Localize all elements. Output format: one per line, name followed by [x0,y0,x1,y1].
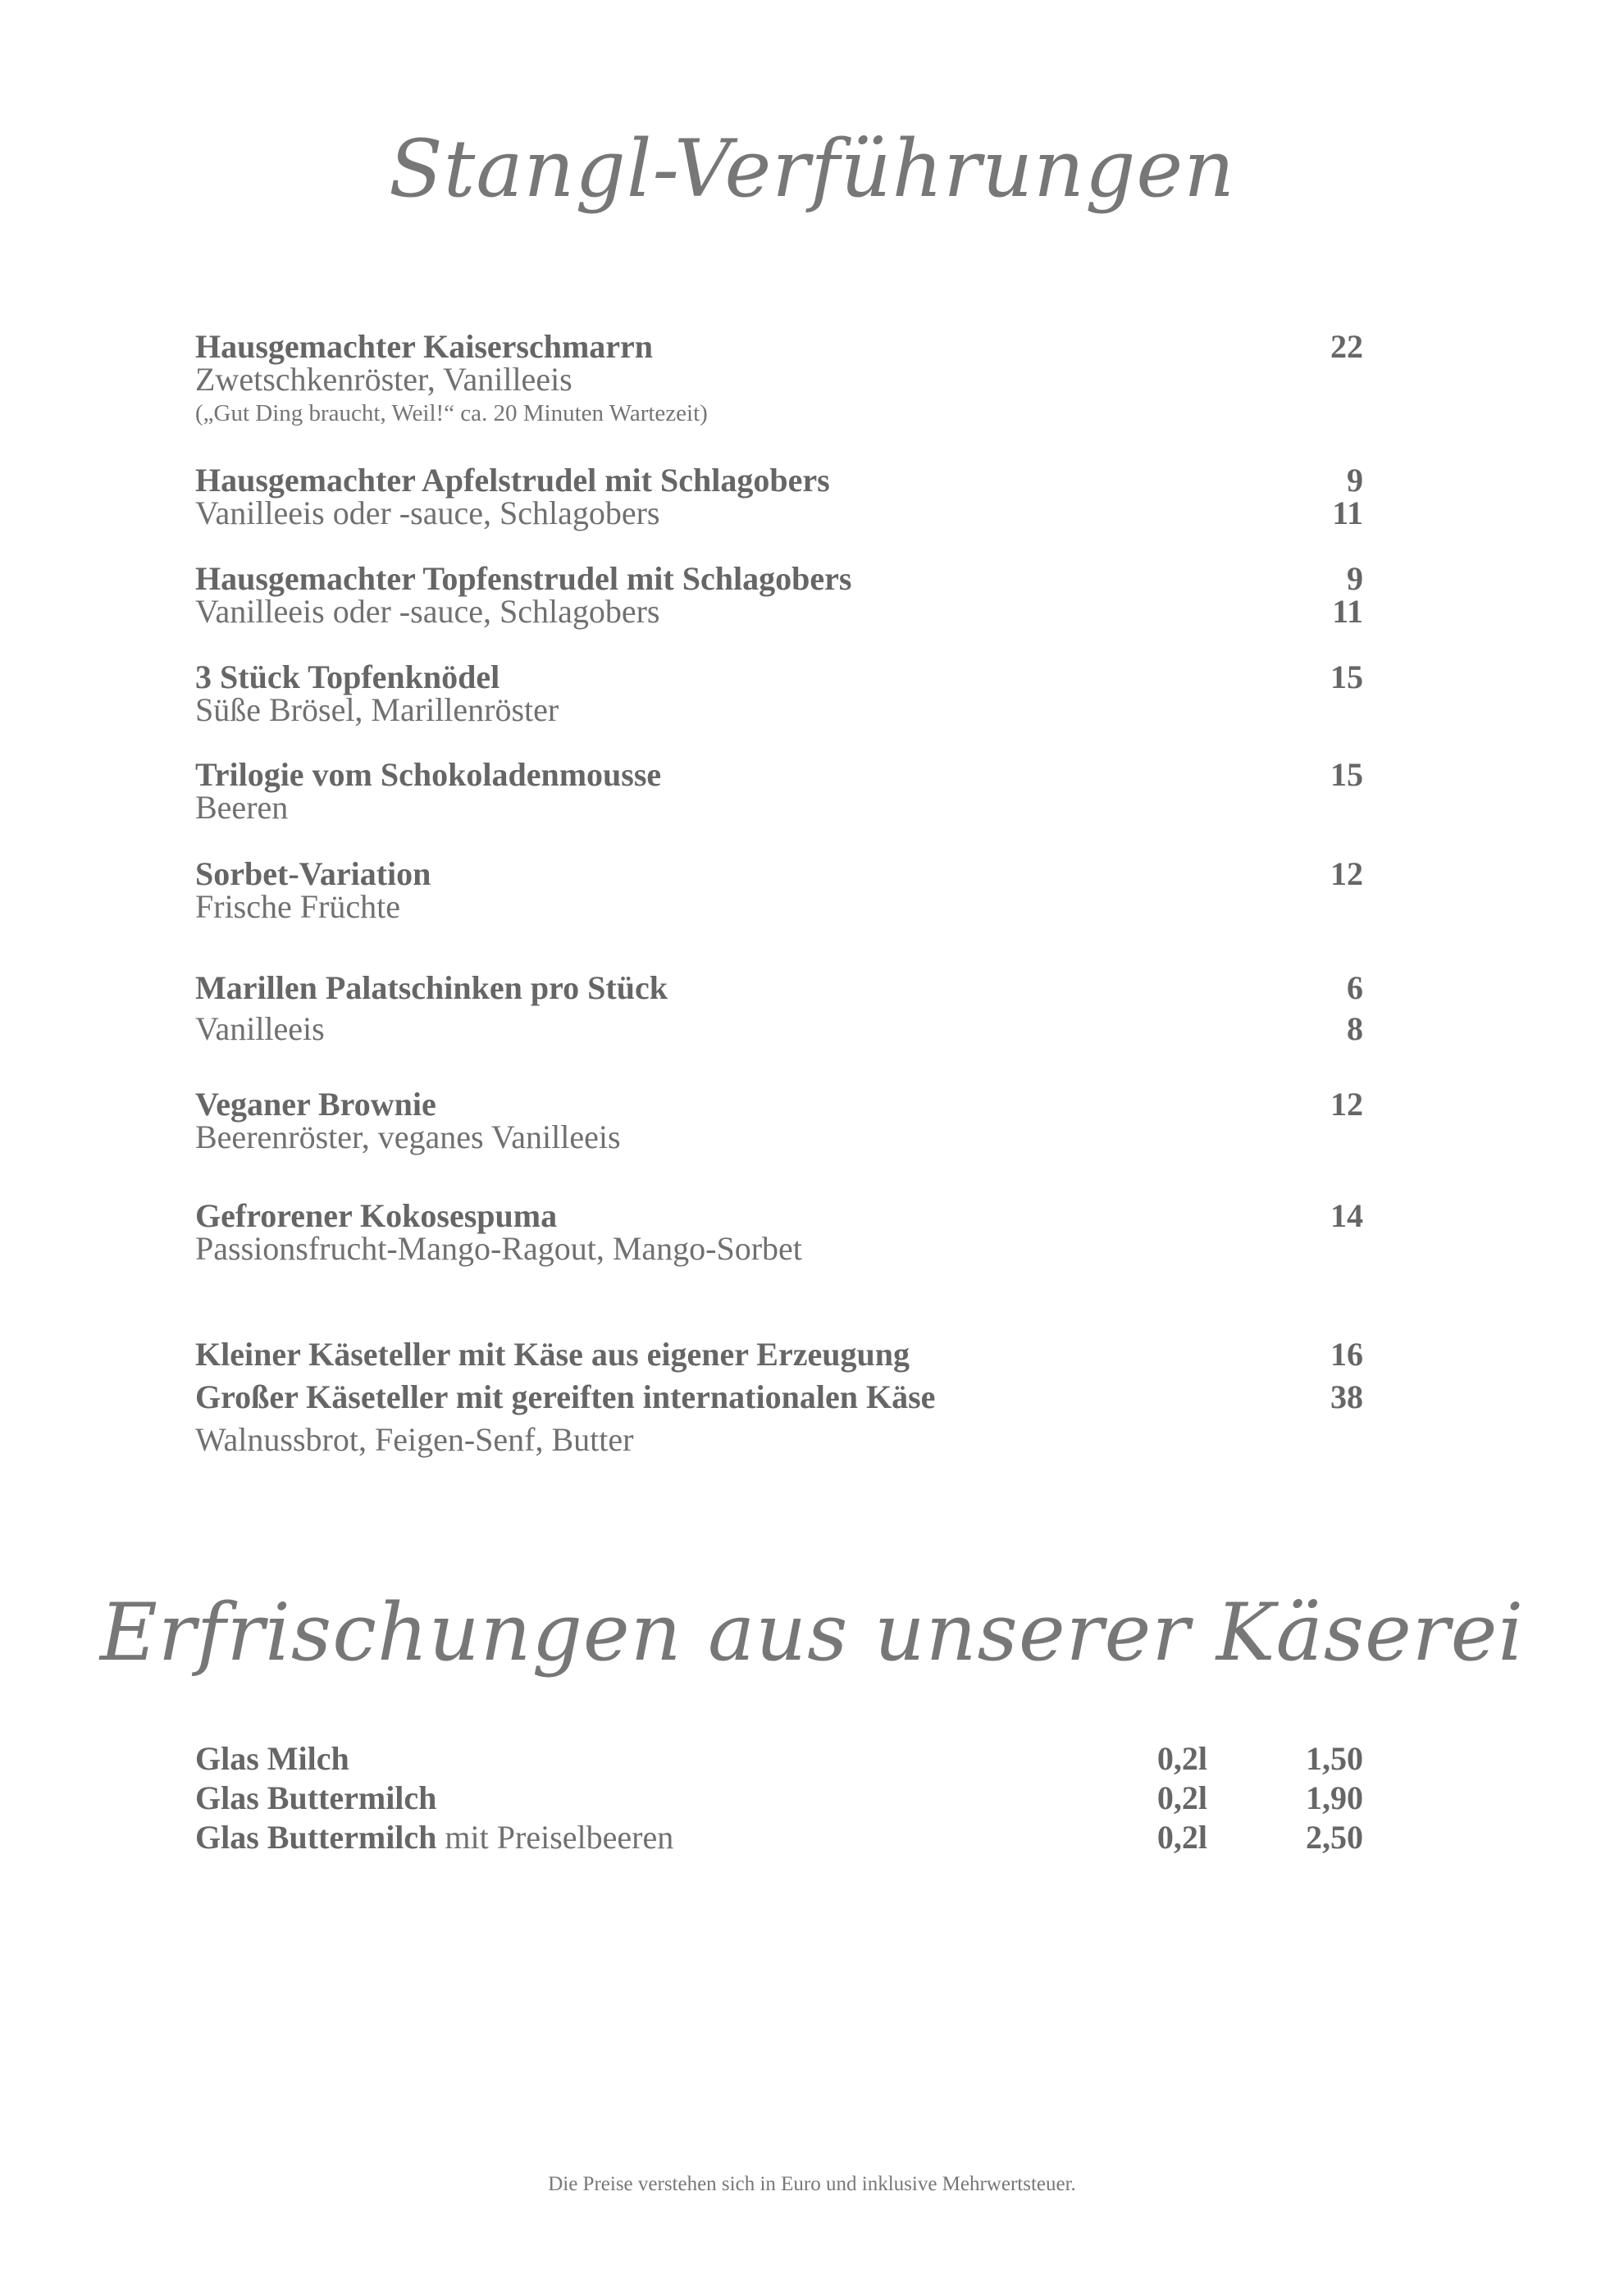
item-description: Süße Brösel, Marillenröster [195,691,559,728]
drink-item [195,1779,1363,1818]
item-note: („Gut Ding braucht, Weil!“ ca. 20 Minuten Wartezeit) [195,400,708,426]
item-description: Vanilleeis oder -sauce, Schlagobers [195,593,660,630]
item-price: 12 [1330,855,1363,892]
item-volume: 0,2l [1156,1740,1207,1777]
item-name: Glas Buttermilch [195,1819,437,1856]
item-option-price: 8 [1347,1010,1363,1047]
menu-item [195,464,1363,530]
menu-item [195,1338,1363,1371]
drinks-list [195,1739,1363,1857]
menu-item [195,1088,1363,1154]
item-name: Trilogie vom Schokoladenmousse [195,756,662,793]
menu-item [195,969,1363,1047]
item-price: 6 [1347,969,1363,1006]
footer-note: Die Preise verstehen sich in Euro und inklusive Mehrwertsteuer. [548,2173,1076,2195]
item-price: 12 [1330,1086,1363,1123]
item-name: Veganer Brownie [195,1086,436,1123]
item-description: Beeren [195,789,289,826]
item-description: Zwetschkenröster, Vanilleeis [195,361,573,398]
item-name: Gefrorener Kokosespuma [195,1197,558,1234]
drink-item [195,1739,1363,1779]
item-option-price: 11 [1332,593,1363,630]
section-title-dessert: Stangl-Verführungen [388,123,1236,215]
item-price: 2,50 [1306,1819,1363,1856]
item-name: 3 Stück Topfenknödel [195,658,500,695]
item-option-price: 11 [1332,494,1363,531]
item-price: 15 [1330,756,1363,793]
menu-item [195,855,1363,925]
item-volume: 0,2l [1156,1819,1207,1856]
item-description: Frische Früchte [195,888,400,925]
item-price: 38 [1330,1378,1363,1415]
menu-item [195,330,1363,427]
menu-item [195,658,1363,728]
item-description: Vanilleeis oder -sauce, Schlagobers [195,494,660,531]
item-name: Hausgemachter Kaiserschmarrn [195,328,654,365]
item-volume: 0,2l [1156,1779,1207,1816]
menu-item [195,1197,1363,1267]
item-name: Marillen Palatschinken pro Stück [195,969,668,1006]
item-description: Vanilleeis [195,1010,325,1047]
item-price: 9 [1347,560,1363,597]
item-price: 16 [1330,1336,1363,1373]
item-name: Glas Buttermilch [195,1779,437,1816]
item-name: Hausgemachter Apfelstrudel mit Schlagobers [195,462,830,499]
item-price: 15 [1330,658,1363,695]
section-title-refreshments: Erfrischungen aus unserer Käserei [99,1587,1525,1679]
item-price: 9 [1347,462,1363,499]
menu-item [195,1378,1363,1415]
drink-item [195,1818,1363,1857]
item-price: 1,50 [1306,1740,1363,1777]
cheese-plates [195,1338,1363,1456]
item-description: Passionsfrucht-Mango-Ragout, Mango-Sorbet [195,1230,802,1267]
item-name: Hausgemachter Topfenstrudel mit Schlagobers [195,560,852,597]
item-description: Beerenröster, veganes Vanilleeis [195,1118,621,1155]
item-price: 22 [1330,328,1363,365]
menu-item [195,560,1363,630]
item-price: 1,90 [1306,1779,1363,1816]
item-name: Kleiner Käseteller mit Käse aus eigener Erzeugung [195,1336,910,1373]
item-name: Glas Milch [195,1740,349,1777]
menu-item [195,758,1363,824]
item-price: 14 [1330,1197,1363,1234]
item-name-extra: mit Preiselbeeren [436,1819,674,1856]
item-name: Sorbet-Variation [195,855,431,892]
item-description: Walnussbrot, Feigen-Senf, Butter [195,1421,634,1458]
item-name: Großer Käseteller mit gereiften internationalen Käse [195,1378,936,1415]
